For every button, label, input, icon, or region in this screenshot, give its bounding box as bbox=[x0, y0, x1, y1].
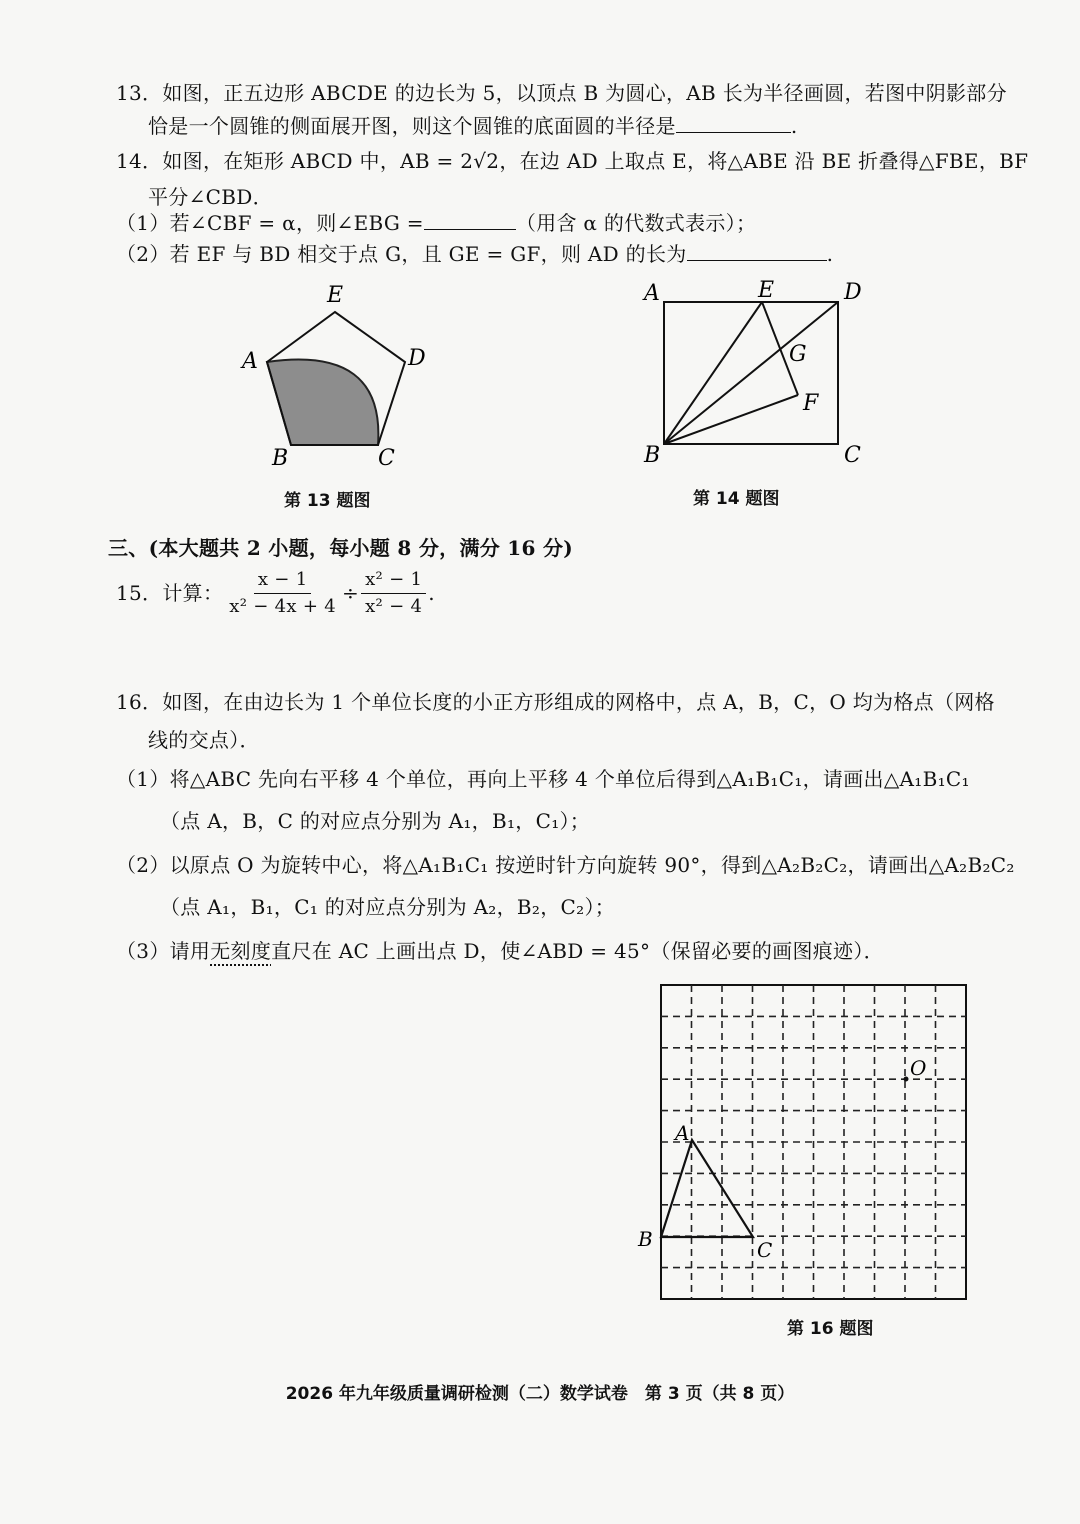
q16-part2-line1: （2）以原点 O 为旋转中心，将△A₁B₁C₁ 按逆时针方向旋转 90°，得到△A₂B₂C₂，请画出△A₂B₂C₂ bbox=[116, 853, 1015, 877]
label-A: A bbox=[644, 281, 660, 306]
grid-lines bbox=[661, 985, 966, 1299]
q13-answer-blank bbox=[676, 114, 791, 133]
figure-16-caption: 第 16 题图 bbox=[787, 1319, 874, 1339]
q15-prefix: 15．计算： bbox=[116, 581, 224, 605]
page-footer: 2026 年九年级质量调研检测（二）数学试卷 第 3 页（共 8 页） bbox=[285, 1384, 795, 1404]
q15 bbox=[116, 568, 435, 618]
shaded-sector bbox=[267, 360, 378, 445]
q14-line2: 平分∠CBD． bbox=[148, 185, 273, 209]
q15-frac1-numerator: x − 1 bbox=[254, 569, 312, 594]
diagonal-BD bbox=[664, 302, 838, 444]
q16-part3-a: （3）请用 bbox=[116, 939, 211, 963]
label-G: G bbox=[789, 342, 807, 367]
q16-part3-dotted: 无刻度 bbox=[210, 939, 272, 963]
q14-part1-blank bbox=[424, 211, 516, 230]
q13-line2 bbox=[148, 113, 797, 139]
label-B: B bbox=[644, 443, 661, 468]
q15-operator: ÷ bbox=[342, 581, 360, 605]
label-O: O bbox=[910, 1056, 927, 1080]
q14-part2-text: （2）若 EF 与 BD 相交于点 G，且 GE = GF，则 AD 的长为 bbox=[116, 242, 687, 266]
segment-BF bbox=[664, 395, 798, 444]
label-D: D bbox=[844, 280, 862, 305]
q16-line2: 线的交点）． bbox=[148, 728, 260, 752]
q14-part1-text: （1）若∠CBF = α，则∠EBG = bbox=[116, 211, 424, 235]
q14-part2 bbox=[116, 241, 833, 267]
figure-14-caption: 第 14 题图 bbox=[693, 489, 780, 509]
q16-part2-line2: （点 A₁，B₁，C₁ 的对应点分别为 A₂，B₂，C₂）； bbox=[160, 895, 616, 919]
point-O bbox=[904, 1077, 909, 1082]
q15-fraction-2 bbox=[361, 569, 426, 618]
q16-line1: 16．如图，在由边长为 1 个单位长度的小正方形组成的网格中，点 A，B，C，O 均为格点（网格 bbox=[116, 690, 995, 714]
q16-part1-line1: （1）将△ABC 先向右平移 4 个单位，再向上平移 4 个单位后得到△A₁B₁C₁，请画出△A₁B₁C₁ bbox=[116, 767, 970, 791]
q13-line1: 13．如图，正五边形 ABCDE 的边长为 5，以顶点 B 为圆心，AB 长为半径画圆，若图中阴影部分 bbox=[116, 81, 1007, 105]
q14-part2-blank bbox=[687, 242, 827, 261]
q15-frac2-denominator: x² − 4 bbox=[365, 595, 423, 617]
label-B: B bbox=[272, 446, 289, 471]
q13-line2-end: . bbox=[790, 114, 798, 138]
triangle-ABC bbox=[661, 1140, 753, 1237]
figure-13 bbox=[230, 275, 450, 475]
section3-heading: 三、(本大题共 2 小题，每小题 8 分，满分 16 分) bbox=[108, 536, 574, 560]
label-C: C bbox=[844, 443, 861, 468]
q14-part1 bbox=[116, 210, 756, 236]
figure-16-grid bbox=[630, 975, 980, 1320]
q16-part3 bbox=[116, 938, 884, 964]
segment-BE bbox=[664, 302, 762, 444]
q15-end: . bbox=[428, 581, 435, 605]
q15-frac2-numerator: x² − 1 bbox=[361, 569, 426, 594]
label-D: D bbox=[408, 346, 426, 371]
figure-13-caption: 第 13 题图 bbox=[284, 491, 371, 511]
figure-14 bbox=[640, 275, 870, 470]
q16-part1-line2: （点 A，B，C 的对应点分别为 A₁，B₁，C₁）； bbox=[160, 809, 591, 833]
q13-line2-text: 恰是一个圆锥的侧面展开图，则这个圆锥的底面圆的半径是 bbox=[148, 114, 676, 138]
q15-fraction-1 bbox=[225, 569, 340, 618]
label-F: F bbox=[803, 391, 819, 416]
label-C: C bbox=[378, 446, 395, 471]
q15-frac1-denominator: x² − 4x + 4 bbox=[229, 595, 337, 617]
q16-part3-b: 直尺在 AC 上画出点 D，使∠ABD = 45°（保留必要的画图痕迹）． bbox=[271, 939, 884, 963]
label-A: A bbox=[242, 349, 258, 374]
label-C: C bbox=[757, 1238, 773, 1262]
label-B: B bbox=[638, 1227, 653, 1251]
q14-part2-end: . bbox=[826, 242, 834, 266]
q14-part1-hint: （用含 α 的代数式表示）； bbox=[515, 211, 757, 235]
label-A: A bbox=[675, 1121, 690, 1145]
label-E: E bbox=[758, 278, 775, 303]
q14-line1: 14．如图，在矩形 ABCD 中，AB = 2√2，在边 AD 上取点 E，将△ABE 沿 BE 折叠得△FBE，BF bbox=[116, 149, 1029, 173]
label-E: E bbox=[327, 283, 344, 308]
